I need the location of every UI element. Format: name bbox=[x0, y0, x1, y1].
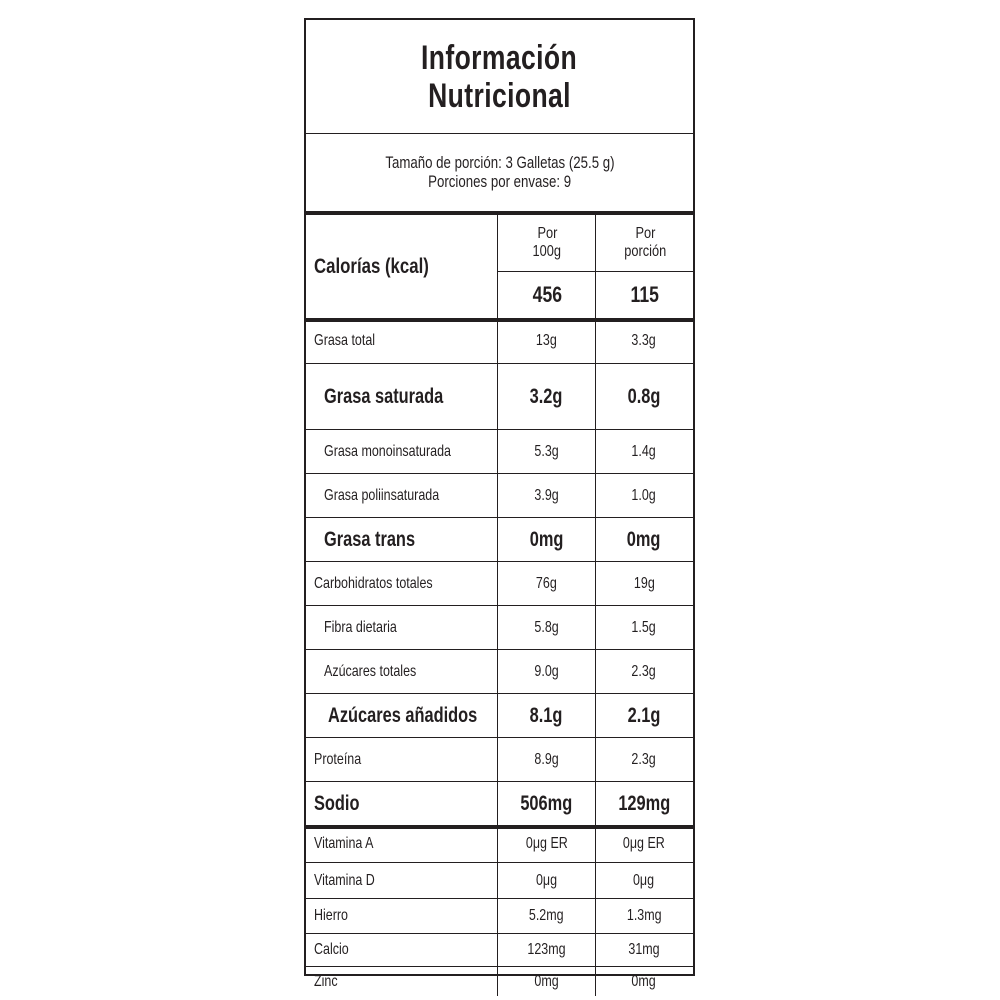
nutrient-per-100g: 76g bbox=[536, 574, 557, 592]
nutrient-name: Azúcares totales bbox=[324, 662, 417, 680]
nutrient-name: Grasa saturada bbox=[324, 384, 444, 408]
serving-size: Tamaño de porción: 3 Galletas (25.5 g) bbox=[384, 153, 615, 172]
nutrient-name: Sodio bbox=[314, 791, 360, 815]
micronutrient-per-100g: 0mg bbox=[534, 972, 559, 990]
nutrient-row-grasa-total bbox=[306, 319, 693, 364]
micronutrient-name: Vitamina A bbox=[314, 835, 374, 852]
nutrient-row-sodio bbox=[306, 782, 693, 829]
serving-info bbox=[306, 133, 693, 215]
micronutrient-name: Vitamina D bbox=[314, 871, 375, 889]
nutrient-per-portion: 2.3g bbox=[631, 662, 657, 680]
micronutrient-row-vitamina-d bbox=[306, 863, 693, 899]
nutrition-label bbox=[304, 18, 695, 990]
nutrient-per-portion: 0mg bbox=[627, 527, 661, 551]
nutrient-row-azucares-anadidos bbox=[306, 694, 693, 738]
micronutrient-per-portion: 1.3mg bbox=[626, 907, 662, 924]
micronutrient-name: Calcio bbox=[314, 941, 349, 958]
micronutrient-per-100g: 123mg bbox=[527, 941, 566, 958]
nutrient-per-100g: 9.0g bbox=[534, 662, 559, 680]
column-header-per-100g: Por 100g bbox=[498, 215, 596, 272]
nutrient-per-portion: 2.1g bbox=[627, 703, 661, 727]
title-line-2: Nutricional bbox=[428, 76, 571, 115]
nutrient-per-100g: 8.1g bbox=[530, 703, 563, 727]
micronutrient-per-portion: 0μg ER bbox=[623, 835, 665, 852]
column-header-per-portion: Por porción bbox=[596, 215, 694, 272]
nutrient-row-grasa-trans bbox=[306, 518, 693, 562]
nutrient-per-portion: 19g bbox=[633, 574, 655, 592]
calories-row bbox=[306, 215, 693, 322]
label-title bbox=[306, 20, 693, 134]
micronutrient-row-hierro bbox=[306, 899, 693, 934]
micronutrient-per-portion: 0mg bbox=[631, 972, 657, 990]
nutrient-per-portion: 129mg bbox=[618, 791, 670, 815]
nutrient-per-100g: 0mg bbox=[529, 527, 564, 551]
nutrient-name: Grasa total bbox=[314, 332, 376, 349]
nutrient-per-100g: 5.3g bbox=[534, 442, 559, 460]
nutrient-per-100g: 5.8g bbox=[534, 618, 559, 636]
column-per-100g bbox=[497, 215, 596, 318]
nutrient-per-portion: 1.5g bbox=[631, 618, 657, 636]
nutrient-per-100g: 506mg bbox=[520, 791, 573, 815]
title-line-1: Información bbox=[421, 38, 578, 77]
nutrient-row-proteina bbox=[306, 738, 693, 782]
nutrient-per-100g: 8.9g bbox=[534, 750, 559, 768]
nutrient-name: Grasa trans bbox=[324, 527, 416, 551]
nutrient-name: Azúcares añadidos bbox=[328, 703, 478, 727]
nutrient-per-portion: 0.8g bbox=[627, 384, 661, 408]
nutrient-per-100g: 3.9g bbox=[534, 486, 559, 504]
nutrient-per-portion: 3.3g bbox=[631, 332, 657, 349]
nutrient-per-portion: 2.3g bbox=[631, 750, 657, 768]
nutrient-per-100g: 3.2g bbox=[530, 384, 563, 408]
nutrient-row-azucares-totales bbox=[306, 650, 693, 694]
column-per-portion bbox=[595, 215, 694, 318]
servings-per-container: Porciones por envase: 9 bbox=[427, 172, 572, 191]
nutrient-name: Fibra dietaria bbox=[324, 618, 397, 636]
micronutrient-row-zinc bbox=[306, 967, 693, 996]
calories-label: Calorías (kcal) bbox=[314, 254, 429, 278]
micronutrient-per-100g: 0μg ER bbox=[525, 835, 568, 852]
micronutrient-name: Hierro bbox=[314, 907, 348, 924]
nutrient-per-portion: 1.4g bbox=[631, 442, 657, 460]
micronutrient-per-100g: 0μg bbox=[535, 871, 558, 889]
micronutrient-per-portion: 31mg bbox=[628, 941, 660, 958]
nutrient-name: Proteína bbox=[314, 750, 362, 768]
nutrient-row-grasa-poliinsaturada bbox=[306, 474, 693, 518]
nutrient-row-fibra bbox=[306, 606, 693, 650]
nutrient-row-grasa-saturada bbox=[306, 364, 693, 430]
nutrient-row-carbohidratos bbox=[306, 562, 693, 606]
calories-per-portion: 115 bbox=[630, 281, 660, 307]
micronutrient-row-calcio bbox=[306, 934, 693, 967]
calories-per-100g: 456 bbox=[532, 281, 562, 307]
nutrient-per-portion: 1.0g bbox=[631, 486, 657, 504]
nutrient-name: Grasa monoinsaturada bbox=[324, 442, 451, 460]
nutrient-name: Grasa poliinsaturada bbox=[324, 486, 440, 504]
nutrient-row-grasa-monoinsaturada bbox=[306, 430, 693, 474]
micronutrient-per-portion: 0μg bbox=[633, 871, 655, 889]
micronutrient-name: Zinc bbox=[314, 972, 338, 990]
micronutrient-row-vitamina-a bbox=[306, 826, 693, 863]
nutrient-name: Carbohidratos totales bbox=[314, 574, 433, 592]
nutrient-per-100g: 13g bbox=[536, 332, 557, 349]
micronutrient-per-100g: 5.2mg bbox=[529, 907, 564, 924]
